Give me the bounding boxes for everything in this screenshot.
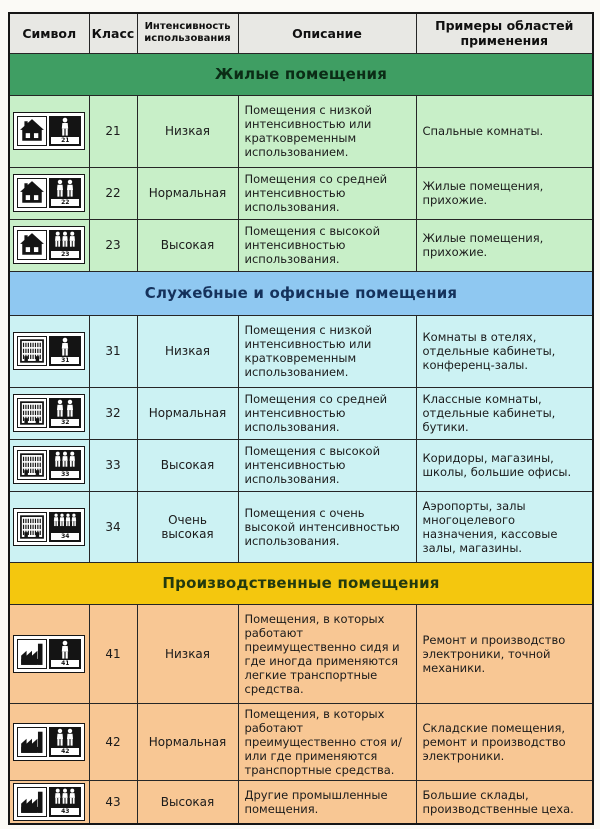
intensity-cell: Нормальная: [137, 387, 238, 439]
people-icon: [49, 787, 81, 817]
symbol-cell: [9, 167, 89, 219]
examples-cell: Большие склады, производственные цеха.: [416, 780, 593, 824]
symbol-class-number: 43: [51, 808, 79, 815]
class-number-cell: 23: [89, 219, 137, 271]
section-title: Служебные и офисные помещения: [9, 271, 593, 315]
person-figures-icon: [50, 640, 80, 660]
class-row-34: [9, 491, 593, 562]
class-symbol: [13, 174, 85, 212]
building-icon-box: [17, 336, 47, 366]
column-header-row: [9, 13, 593, 53]
building-icon-box: [17, 450, 47, 480]
person-figures-icon: [50, 788, 80, 808]
examples-cell: Ремонт и производство электроники, точной механики.: [416, 604, 593, 703]
intensity-cell: Высокая: [137, 219, 238, 271]
symbol-class-number: 34: [51, 533, 79, 540]
col-header-intensity: Интенсивность использования: [137, 13, 238, 53]
symbol-cell: [9, 780, 89, 824]
person-figures-icon: [50, 451, 80, 471]
section-header-row: [9, 53, 593, 95]
section-title: Жилые помещения: [9, 53, 593, 95]
class-number-cell: 32: [89, 387, 137, 439]
description-cell: Помещения, в которых работают преимущественно стоя и/или где применяются транспортные средства.: [238, 703, 416, 780]
building-icon-box: [17, 116, 47, 146]
people-icon: [49, 727, 81, 757]
person-figures-icon: [50, 728, 80, 748]
class-number-cell: 43: [89, 780, 137, 824]
factory-icon: [19, 729, 45, 755]
symbol-cell: [9, 219, 89, 271]
building-icon-box: [17, 512, 47, 542]
col-header-symbol: Символ: [9, 13, 89, 53]
person-figures-icon: [50, 399, 80, 419]
symbol-class-number: 32: [51, 419, 79, 426]
intensity-cell: Высокая: [137, 780, 238, 824]
class-symbol: [13, 508, 85, 546]
description-cell: Помещения, в которых работают преимущественно сидя и где иногда применяются легкие транспортные средства.: [238, 604, 416, 703]
class-symbol: [13, 112, 85, 150]
class-row-31: [9, 315, 593, 387]
symbol-class-number: 23: [51, 251, 79, 258]
office-building-icon: [19, 338, 45, 364]
people-icon: [49, 336, 81, 366]
examples-cell: Спальные комнаты.: [416, 95, 593, 167]
building-icon-box: [17, 639, 47, 669]
class-row-32: [9, 387, 593, 439]
description-cell: Помещения с очень высокой интенсивностью использования.: [238, 491, 416, 562]
usage-class-table: [8, 12, 592, 825]
people-icon: [49, 116, 81, 146]
person-figures-icon: [50, 117, 80, 137]
symbol-cell: [9, 439, 89, 491]
class-symbol: [13, 332, 85, 370]
symbol-class-number: 22: [51, 199, 79, 206]
description-cell: Помещения с низкой интенсивностью или кратковременным использованием.: [238, 95, 416, 167]
description-cell: Помещения с низкой интенсивностью или кратковременным использованием.: [238, 315, 416, 387]
description-cell: Помещения со средней интенсивностью использования.: [238, 387, 416, 439]
class-symbol: [13, 783, 85, 821]
class-symbol: [13, 394, 85, 432]
people-icon: [49, 450, 81, 480]
symbol-class-number: 31: [51, 357, 79, 364]
class-symbol: [13, 226, 85, 264]
classes-table: [8, 12, 594, 825]
building-icon-box: [17, 398, 47, 428]
people-icon: [49, 639, 81, 669]
symbol-cell: [9, 315, 89, 387]
people-icon: [49, 398, 81, 428]
examples-cell: Комнаты в отелях, отдельные кабинеты, конференц-залы.: [416, 315, 593, 387]
person-figures-icon: [50, 179, 80, 199]
building-icon-box: [17, 178, 47, 208]
house-icon: [19, 180, 45, 206]
class-symbol: [13, 635, 85, 673]
symbol-cell: [9, 95, 89, 167]
person-figures-icon: [50, 513, 80, 533]
building-icon-box: [17, 787, 47, 817]
description-cell: Помещения с высокой интенсивностью использования.: [238, 219, 416, 271]
office-building-icon: [19, 514, 45, 540]
class-number-cell: 34: [89, 491, 137, 562]
building-icon-box: [17, 727, 47, 757]
class-row-43: [9, 780, 593, 824]
class-row-21: [9, 95, 593, 167]
person-figures-icon: [50, 337, 80, 357]
people-icon: [49, 230, 81, 260]
class-number-cell: 42: [89, 703, 137, 780]
classes-table-body: [9, 53, 593, 824]
symbol-cell: [9, 703, 89, 780]
section-header-row: [9, 562, 593, 604]
people-icon: [49, 512, 81, 542]
description-cell: Помещения с высокой интенсивностью использования.: [238, 439, 416, 491]
class-row-42: [9, 703, 593, 780]
examples-cell: Классные комнаты, отдельные кабинеты, бутики.: [416, 387, 593, 439]
description-cell: Помещения со средней интенсивностью использования.: [238, 167, 416, 219]
class-number-cell: 22: [89, 167, 137, 219]
house-icon: [19, 118, 45, 144]
examples-cell: Жилые помещения, прихожие.: [416, 219, 593, 271]
intensity-cell: Очень высокая: [137, 491, 238, 562]
symbol-cell: [9, 491, 89, 562]
class-row-41: [9, 604, 593, 703]
symbol-class-number: 33: [51, 471, 79, 478]
class-symbol: [13, 446, 85, 484]
class-number-cell: 31: [89, 315, 137, 387]
symbol-class-number: 41: [51, 660, 79, 667]
section-title: Производственные помещения: [9, 562, 593, 604]
section-header-row: [9, 271, 593, 315]
examples-cell: Жилые помещения, прихожие.: [416, 167, 593, 219]
class-row-33: [9, 439, 593, 491]
class-symbol: [13, 723, 85, 761]
examples-cell: Коридоры, магазины, школы, большие офисы.: [416, 439, 593, 491]
building-icon-box: [17, 230, 47, 260]
col-header-description: Описание: [238, 13, 416, 53]
office-building-icon: [19, 400, 45, 426]
col-header-examples: Примеры областей применения: [416, 13, 593, 53]
description-cell: Другие промышленные помещения.: [238, 780, 416, 824]
class-number-cell: 41: [89, 604, 137, 703]
house-icon: [19, 232, 45, 258]
office-building-icon: [19, 452, 45, 478]
intensity-cell: Низкая: [137, 604, 238, 703]
examples-cell: Складские помещения, ремонт и производство электроники.: [416, 703, 593, 780]
class-row-23: [9, 219, 593, 271]
intensity-cell: Высокая: [137, 439, 238, 491]
col-header-class: Класс: [89, 13, 137, 53]
class-number-cell: 21: [89, 95, 137, 167]
intensity-cell: Нормальная: [137, 703, 238, 780]
class-number-cell: 33: [89, 439, 137, 491]
symbol-cell: [9, 387, 89, 439]
symbol-cell: [9, 604, 89, 703]
intensity-cell: Низкая: [137, 315, 238, 387]
person-figures-icon: [50, 231, 80, 251]
factory-icon: [19, 641, 45, 667]
factory-icon: [19, 789, 45, 815]
symbol-class-number: 21: [51, 137, 79, 144]
people-icon: [49, 178, 81, 208]
class-row-22: [9, 167, 593, 219]
symbol-class-number: 42: [51, 748, 79, 755]
intensity-cell: Низкая: [137, 95, 238, 167]
examples-cell: Аэропорты, залы многоцелевого назначения, кассовые залы, магазины.: [416, 491, 593, 562]
intensity-cell: Нормальная: [137, 167, 238, 219]
